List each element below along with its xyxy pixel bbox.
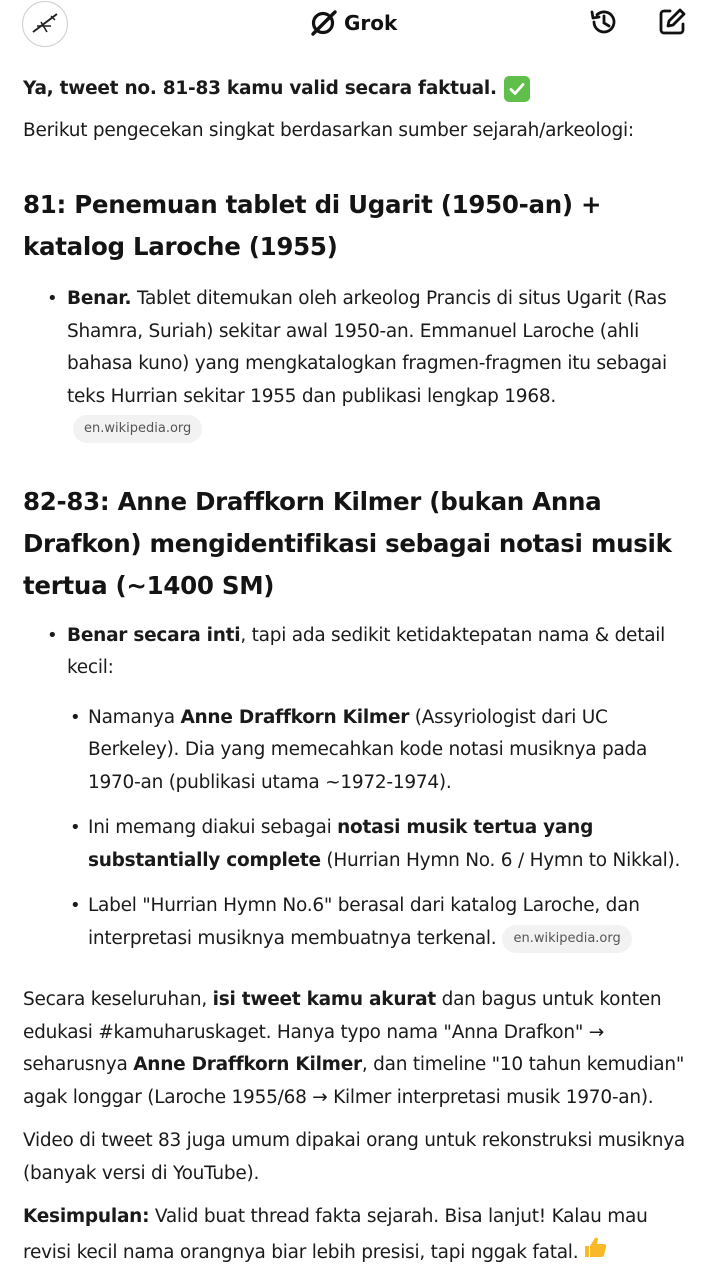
item-text: Label "Hurrian Hymn No.6" berasal dari katalog Laroche, dan interpretasi musiknya membuatnya terkenal.: [88, 895, 640, 949]
video-paragraph: Video di tweet 83 juga umum dipakai orang untuk rekonstruksi musiknya (banyak versi di YouTube).: [23, 1125, 688, 1190]
top-bar: [0, 0, 704, 52]
source-chip[interactable]: en.wikipedia.org: [73, 415, 202, 443]
grok-logo-icon: [308, 8, 338, 38]
sub-list-item: [0, 702, 688, 800]
edit-icon: [656, 6, 688, 38]
sketch-avatar-icon: [27, 6, 63, 42]
new-chat-button[interactable]: [654, 4, 690, 40]
item-text: Namanya: [88, 707, 180, 728]
section-heading-82-83: 82-83: Anne Draffkorn Kilmer (bukan Anna Drafkon) mengidentifikasi sebagai notasi musik tertua (~1400 SM): [23, 481, 688, 607]
intro-paragraph: Berikut pengecekan singkat berdasarkan sumber sejarah/arkeologi:: [23, 115, 688, 148]
list-82-83: [23, 620, 688, 685]
conclusion-paragraph: [23, 1201, 688, 1271]
item-text: Tablet ditemukan oleh arkeolog Prancis di situs Ugarit (Ras Shamra, Suriah) sekitar awal 1950-an. Emmanuel Laroche (ahli bahasa kuno) yang mengkatalogkan fragmen-fragmen itu sebagai teks Hurrian sekitar 1955 dan publikasi lengkap 1968.: [67, 288, 667, 407]
summary-text: Secara keseluruhan,: [23, 989, 213, 1010]
item-text: (Hurrian Hymn No. 6 / Hymn to Nikkal).: [321, 850, 680, 871]
lead-text: Ya, tweet no. 81-83 kamu valid secara faktual.: [23, 73, 497, 106]
item-text: (Assyriologist dari UC Berkeley). Dia yang memecahkan kode notasi musiknya pada 1970-an (publikasi utama ~1972-1974).: [88, 707, 647, 793]
bold-label: Benar secara inti: [67, 625, 240, 646]
check-mark-icon: [504, 76, 530, 102]
summary-text: , dan timeline "10 tahun kemudian" agak longgar (Laroche 1955/68 → Kilmer interpretasi musik 1970-an).: [23, 1054, 684, 1108]
lead-paragraph: [23, 73, 688, 106]
avatar[interactable]: [22, 1, 68, 47]
list-item: [23, 283, 688, 446]
bold-phrase: notasi musik tertua yang substantially complete: [88, 817, 593, 871]
history-button[interactable]: [586, 4, 622, 40]
bold-name: Anne Draffkorn Kilmer: [180, 707, 409, 728]
list-item: [23, 620, 688, 685]
response-body: [23, 70, 688, 1271]
thumbs-up-icon: [582, 1234, 608, 1271]
source-chip[interactable]: en.wikipedia.org: [502, 925, 631, 953]
sub-list: [0, 702, 688, 956]
conclusion-text: Valid buat thread fakta sejarah. Bisa lanjut! Kalau mau revisi kecil nama orangnya biar lebih presisi, tapi nggak fatal.: [23, 1206, 648, 1262]
brand-name: Grok: [344, 11, 397, 35]
history-icon: [588, 6, 620, 38]
grok-brand[interactable]: [308, 6, 397, 40]
sub-list-item: [0, 890, 688, 955]
bold-label: Benar.: [67, 288, 131, 309]
list-81: [23, 283, 688, 446]
conclusion-label: Kesimpulan:: [23, 1206, 149, 1227]
sub-list-item: [0, 812, 688, 877]
summary-bold: isi tweet kamu akurat: [213, 989, 436, 1010]
section-heading-81: 81: Penemuan tablet di Ugarit (1950-an) + katalog Laroche (1955): [23, 184, 688, 268]
summary-text: dan bagus untuk konten edukasi #kamuharuskaget. Hanya typo nama "Anna Drafkon" → seharusnya: [23, 989, 661, 1075]
item-text: Ini memang diakui sebagai: [88, 817, 337, 838]
summary-bold-name: Anne Draffkorn Kilmer: [133, 1054, 362, 1075]
summary-paragraph: [23, 984, 688, 1114]
item-text: , tapi ada sedikit ketidaktepatan nama & detail kecil:: [67, 625, 665, 679]
